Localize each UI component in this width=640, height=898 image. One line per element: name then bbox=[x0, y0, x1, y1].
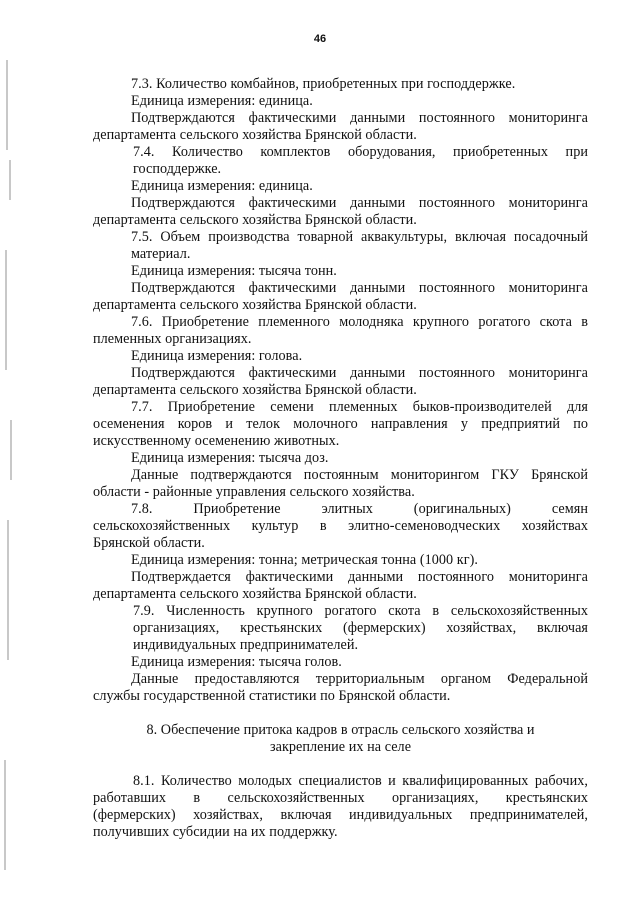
page-number: 46 bbox=[313, 33, 327, 45]
item-7-9-unit: Единица измерения: тысяча голов. bbox=[131, 654, 342, 670]
item-8-1-title-cont1: работавших в сельскохозяйственных организациях, крестьянских bbox=[93, 790, 588, 806]
item-7-6-source-cont: департамента сельского хозяйства Брянской области. bbox=[93, 382, 417, 398]
item-7-8-word: (оригинальных) bbox=[413, 501, 511, 517]
item-7-3-unit: Единица измерения: единица. bbox=[131, 93, 313, 109]
item-7-7-title-cont2: искусственному осеменению животных. bbox=[93, 433, 340, 449]
scan-edge-artifacts bbox=[0, 0, 22, 898]
item-7-8-word: семян bbox=[551, 501, 588, 517]
item-7-8-unit: Единица измерения: тонна; метрическая тонна (1000 кг). bbox=[131, 552, 478, 568]
item-7-3-source: Подтверждаются фактическими данными постоянного мониторинга bbox=[131, 110, 588, 126]
item-8-1-title-cont2: (фермерских) хозяйствах, включая индивидуальных предпринимателей, bbox=[93, 807, 588, 823]
item-7-8-source: Подтверждается фактическими данными постоянного мониторинга bbox=[131, 569, 588, 585]
item-7-6-unit: Единица измерения: голова. bbox=[131, 348, 303, 364]
item-7-6-title: 7.6. Приобретение племенного молодняка крупного рогатого скота в bbox=[131, 314, 588, 330]
item-7-8-title-cont2: Брянской области. bbox=[93, 535, 205, 551]
item-7-9-title: 7.9. Численность крупного рогатого скота в сельскохозяйственных bbox=[133, 603, 588, 619]
item-7-4-source: Подтверждаются фактическими данными постоянного мониторинга bbox=[131, 195, 588, 211]
item-7-9-source-cont: службы государственной статистики по Брянской области. bbox=[93, 688, 451, 704]
item-7-7-title-cont1: осеменения коров и телок молочного направления у предприятий по bbox=[93, 416, 588, 432]
item-7-9-title-cont2: индивидуальных предпринимателей. bbox=[133, 637, 359, 653]
item-7-5-source-cont: департамента сельского хозяйства Брянской области. bbox=[93, 297, 417, 313]
item-7-8-title-cont1: сельскохозяйственных культур в элитно-семеноводческих хозяйствах bbox=[93, 518, 588, 534]
item-7-9-title-cont1: организациях, крестьянских (фермерских) хозяйствах, включая bbox=[133, 620, 588, 636]
item-7-3-source-cont: департамента сельского хозяйства Брянской области. bbox=[93, 127, 417, 143]
item-7-4-title-cont: господдержке. bbox=[133, 161, 222, 177]
section-8-heading: 8. Обеспечение притока кадров в отрасль сельского хозяйства и bbox=[146, 722, 535, 738]
item-7-8-word: элитных bbox=[321, 501, 373, 517]
item-7-4-source-cont: департамента сельского хозяйства Брянской области. bbox=[93, 212, 417, 228]
item-7-8-word: 7.8. bbox=[131, 501, 153, 517]
item-7-8-title bbox=[131, 501, 588, 518]
item-7-8-source-cont: департамента сельского хозяйства Брянской области. bbox=[93, 586, 417, 602]
item-7-6-title-cont: племенных организациях. bbox=[93, 331, 252, 347]
item-8-1-title: 8.1. Количество молодых специалистов и квалифицированных рабочих, bbox=[133, 773, 588, 789]
item-7-9-source: Данные предоставляются территориальным органом Федеральной bbox=[131, 671, 588, 687]
item-7-8-word: Приобретение bbox=[193, 501, 281, 517]
item-7-5-title: 7.5. Объем производства товарной аквакультуры, включая посадочный bbox=[131, 229, 588, 245]
item-7-6-source: Подтверждаются фактическими данными постоянного мониторинга bbox=[131, 365, 588, 381]
item-7-5-title-cont: материал. bbox=[131, 246, 191, 262]
item-7-7-source: Данные подтверждаются постоянным мониторингом ГКУ Брянской bbox=[131, 467, 588, 483]
section-8-heading-cont: закрепление их на селе bbox=[269, 739, 412, 755]
item-7-3-title: 7.3. Количество комбайнов, приобретенных при господдержке. bbox=[131, 76, 516, 92]
item-8-1-title-cont3: получивших субсидии на их поддержку. bbox=[93, 824, 338, 840]
item-7-7-unit: Единица измерения: тысяча доз. bbox=[131, 450, 329, 466]
item-7-4-unit: Единица измерения: единица. bbox=[131, 178, 313, 194]
item-7-4-title: 7.4. Количество комплектов оборудования, приобретенных при bbox=[133, 144, 588, 160]
item-7-5-source: Подтверждаются фактическими данными постоянного мониторинга bbox=[131, 280, 588, 296]
item-7-5-unit: Единица измерения: тысяча тонн. bbox=[131, 263, 337, 279]
item-7-7-source-cont: области - районные управления сельского хозяйства. bbox=[93, 484, 415, 500]
item-7-7-title: 7.7. Приобретение семени племенных быков-производителей для bbox=[131, 399, 588, 415]
